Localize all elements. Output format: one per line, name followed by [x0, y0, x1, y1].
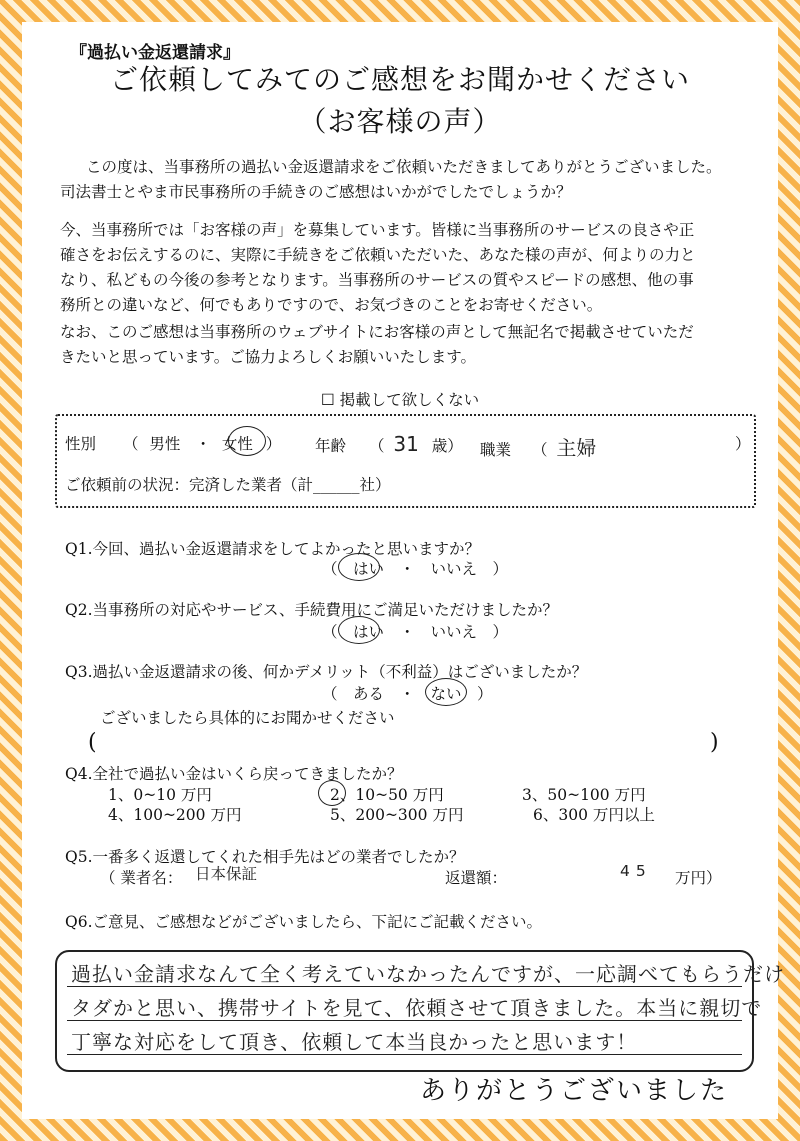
paren: （	[368, 437, 385, 455]
age-value[interactable]: 31	[393, 432, 419, 456]
intro-line: 今、当事務所では「お客様の声」を募集しています。皆様に当事務所のサービスの良さや正	[60, 221, 695, 239]
intro-line: なお、このご感想は当事務所のウェブサイトにお客様の声として無記名で掲載させていただ	[60, 323, 694, 341]
paren: （	[122, 435, 139, 453]
selected-circle	[338, 616, 380, 644]
q3-answer[interactable]: （ ある ・ ない ）	[322, 685, 493, 703]
page-title: ご依頼してみてのご感想をお聞かせください	[109, 63, 690, 96]
comment-line-1: 過払い金請求なんて全く考えていなかったんですが、一応調べてもらうだけ	[71, 962, 785, 986]
intro-line: なり、私どもの今後の参考となります。当事務所のサービスの質やスピードの感想、他の事	[60, 271, 694, 289]
intro-line: きたいと思っています。ご協力よろしくお願いいたします。	[60, 348, 477, 366]
q4-option-1[interactable]: 1、0~10 万円	[108, 786, 212, 804]
q4-option-2[interactable]: 2、10~50 万円	[330, 786, 444, 804]
q6-question: Q6.ご意見、ご感想などがございましたら、下記にご記載ください。	[65, 913, 542, 931]
age-label: 年齢	[315, 437, 347, 455]
q3-open-paren: (	[88, 730, 97, 755]
q3-close-paren: )	[710, 730, 719, 755]
q5-question: Q5.一番多く返還してくれた相手先はどの業者でしたか？	[65, 848, 465, 866]
intro-line: 務所との違いなど、何でもありですので、お気づきのことをお寄せください。	[60, 296, 603, 314]
profile-status-row	[65, 473, 391, 495]
ruled-line	[67, 1054, 742, 1055]
ruled-line	[67, 1020, 742, 1021]
q4-option-6[interactable]: 6、300 万円以上	[533, 806, 655, 824]
gender-option-female[interactable]: 女性	[221, 435, 253, 453]
status-unit: 社）	[359, 476, 391, 494]
intro-paragraph-2	[60, 218, 760, 318]
q5-amount-value[interactable]: 45	[620, 862, 652, 880]
paren: （	[531, 441, 548, 459]
selected-circle	[338, 553, 380, 581]
q5-amount-label: 返還額：	[445, 869, 508, 887]
intro-line: 確さをお伝えするのに、実際に手続きをご依頼いただいた、あなた様の声が、何よりの力と	[60, 246, 696, 264]
job-value[interactable]: 主婦	[556, 436, 597, 460]
q4-option-5[interactable]: 5、200~300 万円	[330, 806, 464, 824]
comment-line-3: 丁寧な対応をして頂き、依頼して本当良かったと思います！	[71, 1030, 638, 1054]
selected-circle	[228, 426, 266, 456]
profile-age-row	[315, 432, 463, 456]
comment-box[interactable]	[55, 950, 785, 1072]
comment-line-2: タダかと思い、携帯サイトを見て、依頼させて頂きました。本当に親切で	[71, 996, 763, 1020]
form-tag: 『過払い金返還請求』	[70, 43, 240, 63]
intro-line: この度は、当事務所の過払い金返還請求をご依頼いただきましてありがとうございました。	[86, 158, 722, 176]
q3-question: Q3.過払い金返還請求の後、何かデメリット（不利益）はございましたか？	[65, 663, 588, 681]
paren: ）	[735, 435, 751, 453]
page-subtitle: （お客様の声）	[298, 105, 502, 138]
q3-followup: ございましたら具体的にお聞かせください	[100, 709, 395, 727]
profile-job-row	[480, 432, 751, 461]
selected-circle	[425, 678, 467, 706]
q1-question: Q1.今回、過払い金返還請求をしてよかったと思いますか？	[65, 540, 480, 558]
job-label: 職業	[480, 441, 512, 459]
status-label: ご依頼前の状況：完済した業者（計	[65, 476, 314, 494]
age-unit: 歳）	[431, 437, 463, 455]
q5-company-label: （ 業者名：	[100, 869, 183, 887]
publish-opt-out-checkbox[interactable]: ☐ 掲載して欲しくない	[320, 391, 480, 409]
closing-thanks: ありがとうございました	[420, 1076, 729, 1106]
q2-answer[interactable]: （ はい ・ いいえ ）	[322, 623, 509, 641]
intro-paragraph-1	[60, 155, 760, 205]
gender-option-male[interactable]: 男性	[149, 435, 181, 453]
intro-line: 司法書士とやま市民事務所の手続きのご感想はいかがでしたでしょうか？	[60, 183, 572, 201]
q5-company-value[interactable]: 日本保証	[195, 865, 258, 883]
ruled-line	[67, 986, 742, 987]
selected-circle	[318, 780, 346, 806]
status-blank[interactable]: ______	[313, 476, 360, 494]
q4-option-3[interactable]: 3、50~100 万円	[522, 786, 646, 804]
q5-amount-unit: 万円）	[675, 869, 722, 887]
paren: ）	[265, 435, 282, 453]
q2-question: Q2.当事務所の対応やサービス、手続費用にご満足いただけましたか？	[65, 601, 558, 619]
q4-question: Q4.全社で過払い金はいくら戻ってきましたか？	[65, 765, 403, 783]
separator: ・	[195, 435, 211, 453]
q1-answer[interactable]: （ はい ・ いいえ ）	[322, 560, 509, 578]
intro-paragraph-3	[60, 320, 760, 370]
q4-option-4[interactable]: 4、100~200 万円	[108, 806, 242, 824]
gender-label: 性別	[65, 435, 97, 453]
